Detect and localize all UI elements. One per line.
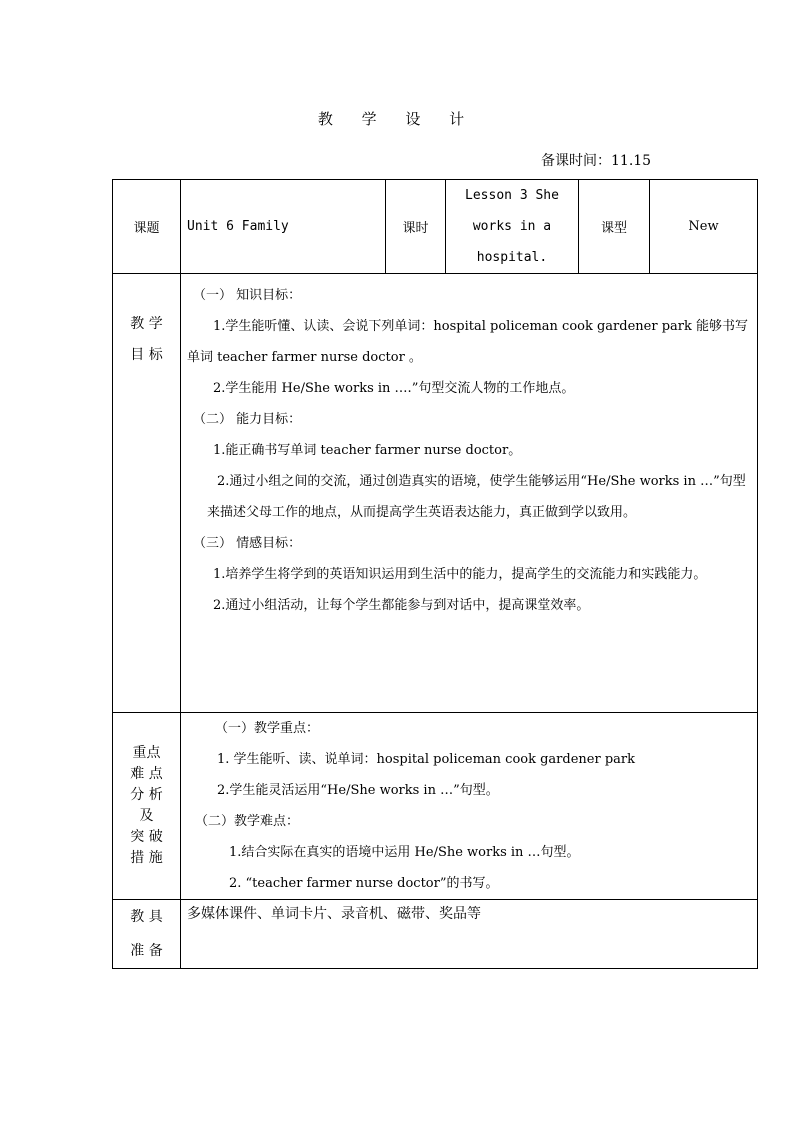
key-point-item: 1. 学生能听、读、说单词：hospital policeman cook gardener park — [217, 752, 635, 767]
key-points-label-line: 难 点 — [130, 766, 163, 782]
key-points-label-line: 突 破 — [130, 829, 163, 845]
objectives-label — [113, 274, 181, 713]
period-value: Lesson 3 She works in a hospital. — [446, 180, 579, 274]
key-points-label — [113, 713, 181, 900]
materials-content: 多媒体课件、单词卡片、录音机、磁带、奖品等 — [181, 900, 758, 969]
materials-label-line: 教 具 — [130, 909, 163, 925]
objectives-label-line: 目 标 — [130, 347, 163, 363]
objectives-content — [181, 274, 758, 713]
key-points-label-line: 措 施 — [130, 850, 163, 866]
objective-item: 1.学生能听懂、认读、会说下列单词：hospital policeman cook gardener park 能够书写单词 teacher farmer nurse doctor 。 — [187, 319, 748, 365]
key-point-heading: （二）教学难点： — [195, 814, 300, 829]
objectives-label-line: 教 学 — [130, 316, 163, 332]
key-point-heading: （一）教学重点： — [215, 721, 320, 736]
key-points-label-line: 及 — [139, 808, 154, 824]
materials-label-line: 准 备 — [130, 943, 163, 959]
objective-heading: （三） 情感目标： — [193, 536, 302, 551]
type-label: 课型 — [579, 180, 650, 274]
page-title: 教 学 设 计 — [317, 110, 477, 128]
materials-row — [113, 900, 758, 969]
objectives-row — [113, 274, 758, 713]
type-value: New — [650, 180, 758, 274]
objective-item: 1.培养学生将学到的英语知识运用到生活中的能力，提高学生的交流能力和实践能力。 — [213, 567, 707, 582]
objective-heading: （一） 知识目标： — [193, 288, 302, 303]
objective-item: 2.通过小组活动，让每个学生都能参与到对话中，提高课堂效率。 — [213, 598, 590, 613]
materials-label — [113, 900, 181, 969]
subject-value: Unit 6 Family — [181, 180, 386, 274]
header-row — [113, 180, 758, 274]
key-point-item: 2.学生能灵活运用“He/She works in …”句型。 — [217, 783, 499, 798]
objective-item: 1.能正确书写单词 teacher farmer nurse doctor。 — [213, 443, 522, 458]
subject-label: 课题 — [113, 180, 181, 274]
period-label: 课时 — [386, 180, 446, 274]
lesson-plan-table — [112, 179, 758, 969]
objective-item: 2.通过小组之间的交流，通过创造真实的语境，使学生能够运用“He/She works in …”句型来描述父母工作的地点，从而提高学生英语表达能力，真正做到学以致用。 — [207, 474, 746, 520]
key-point-item: 1.结合实际在真实的语境中运用 He/She works in …句型。 — [229, 845, 580, 860]
key-points-row — [113, 713, 758, 900]
lesson-date: 备课时间：11.15 — [541, 153, 652, 169]
objective-heading: （二） 能力目标： — [193, 412, 302, 427]
key-points-label-line: 重点 — [132, 745, 161, 761]
key-point-item: 2. “teacher farmer nurse doctor”的书写。 — [229, 876, 499, 891]
key-points-label-line: 分 析 — [130, 787, 163, 803]
key-points-content — [181, 713, 758, 900]
objective-item: 2.学生能用 He/She works in ….”句型交流人物的工作地点。 — [213, 381, 575, 396]
